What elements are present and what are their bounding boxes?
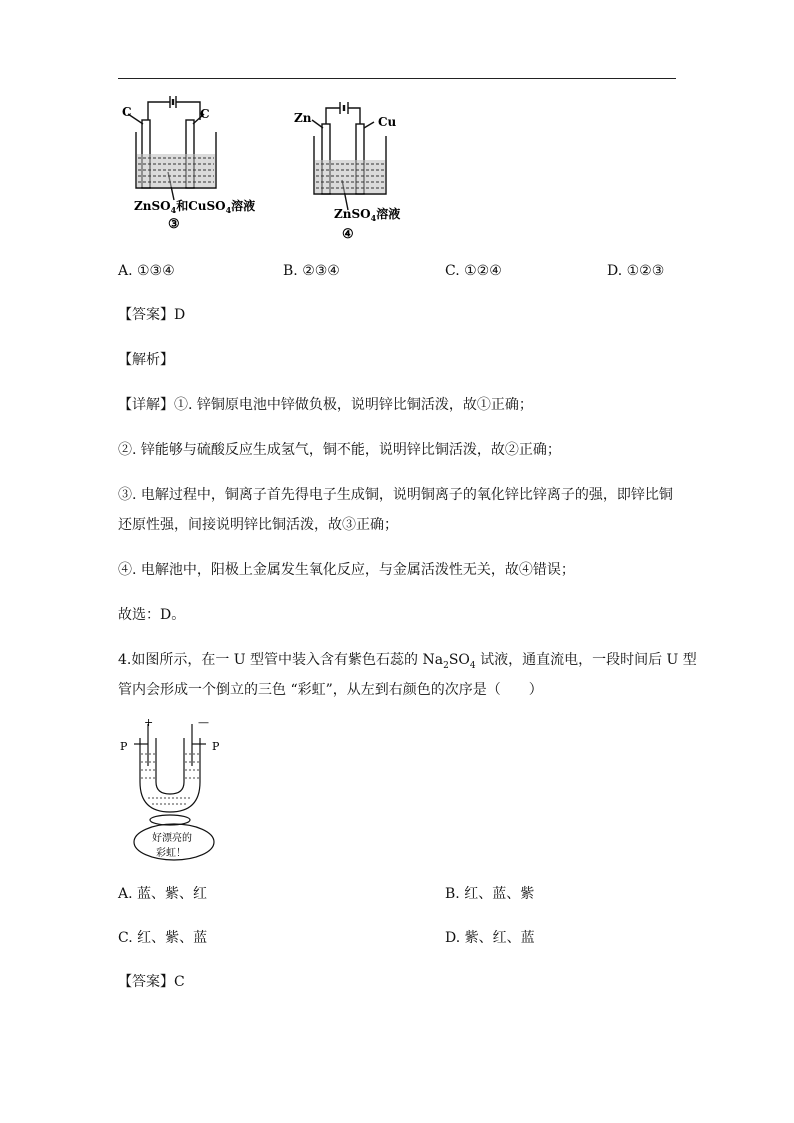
q4-answer: 【答案】C: [118, 974, 185, 990]
q3-analysis-title: 【解析】: [118, 352, 174, 368]
q4-option-c[interactable]: C. 红、紫、蓝: [118, 930, 208, 946]
u-tube-figure: [118, 716, 228, 864]
cell4-solution-label: ZnSO$_4$溶液: [334, 207, 401, 223]
utube-left-p-label: P: [120, 740, 128, 753]
utube-right-p-label: P: [212, 740, 220, 753]
q4-option-b[interactable]: B. 红、蓝、紫: [445, 886, 535, 902]
cell4-number: ④: [342, 227, 354, 242]
electrolysis-cell-3-figure: [118, 92, 258, 234]
cell4-left-label: Zn: [294, 111, 312, 125]
q3-detail-2: ②. 锌能够与硫酸反应生成氢气，铜不能，说明锌比铜活泼，故②正确；: [118, 442, 561, 458]
q3-option-c[interactable]: C. ①②④: [445, 263, 502, 279]
q3-detail-1: 【详解】①. 锌铜原电池中锌做负极，说明锌比铜活泼，故①正确；: [118, 397, 533, 413]
electrolysis-cell-4-figure: [290, 98, 410, 244]
q3-option-b[interactable]: B. ②③④: [283, 263, 340, 279]
header-rule: [118, 78, 676, 79]
cell3-number: ③: [168, 217, 180, 232]
cell3-solution-label: ZnSO$_4$和CuSO$_4$溶液: [134, 199, 256, 215]
utube-plus-label: +: [144, 716, 154, 729]
q3-option-a[interactable]: A. ①③④: [118, 263, 175, 279]
utube-bubble-line-2: 彩虹！: [156, 848, 186, 859]
utube-bubble-line-1: 好漂亮的: [152, 833, 192, 844]
q4-stem-line-1: 4.如图所示，在一 U 型管中装入含有紫色石蕊的 $Na_2SO_4$ 试液，通直流电，一段时间后 U 型: [118, 652, 697, 671]
cell3-right-label: C: [200, 107, 210, 121]
cell3-left-label: C: [122, 105, 132, 119]
utube-minus-label: —: [198, 716, 209, 729]
q3-option-d[interactable]: D. ①②③: [607, 263, 665, 279]
q4-option-a[interactable]: A. 蓝、紫、红: [118, 886, 208, 902]
q3-detail-3b: 还原性强，间接说明锌比铜活泼，故③正确；: [118, 517, 398, 533]
q3-answer: 【答案】D: [118, 307, 186, 323]
q3-conclusion: 故选：D。: [118, 607, 186, 623]
q3-detail-3a: ③. 电解过程中，铜离子首先得电子生成铜，说明铜离子的氧化锌比锌离子的强，即锌比铜: [118, 487, 673, 503]
q3-detail-4: ④. 电解池中，阳极上金属发生氧化反应，与金属活泼性无关，故④错误；: [118, 562, 575, 578]
q4-stem-line-2: 管内会形成一个倒立的三色 “彩虹”，从左到右颜色的次序是（ ）: [118, 682, 543, 698]
q4-option-d[interactable]: D. 紫、红、蓝: [445, 930, 535, 946]
cell4-right-label: Cu: [378, 115, 397, 129]
